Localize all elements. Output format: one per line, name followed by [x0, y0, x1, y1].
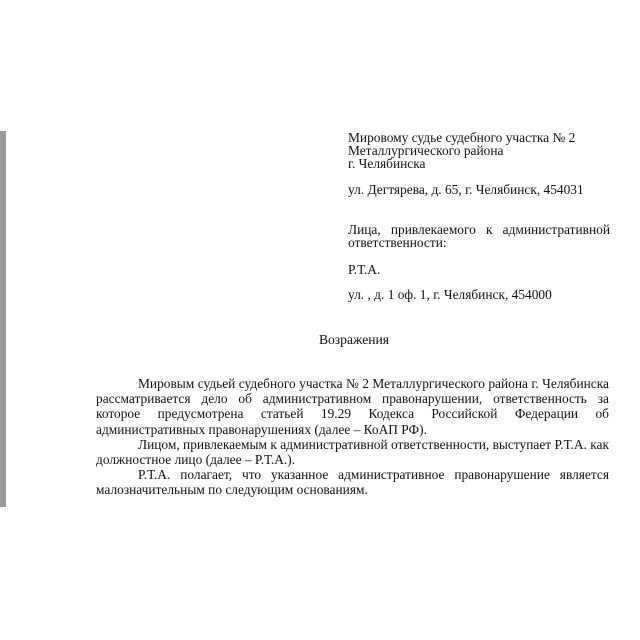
- page-margin-bar: [0, 131, 6, 507]
- person-name: Р.Т.А.: [348, 262, 381, 277]
- court-address: ул. Дегтярева, д. 65, г. Челябинск, 454031: [348, 182, 584, 197]
- paragraph-1: Мировым судьей судебного участка № 2 Металлургического района г. Челябинска рассматривается дело об административном правонарушении, ответственность за которое предусмотрена статьей 19.29 Кодекса Российской Федерации об административных правонарушениях (далее – КоАП РФ).: [96, 376, 609, 437]
- document-title: Возражения: [318, 332, 390, 347]
- paragraph-2: Лицом, привлекаемым к административной ответственности, выступает Р.Т.А. как должностное лицо (далее – Р.Т.А.).: [96, 436, 609, 468]
- court-name-line-2: Металлургического района: [348, 143, 504, 158]
- court-name-line-3: г. Челябинска: [348, 156, 426, 171]
- person-label: Лица, привлекаемого к административной ответственности:: [348, 222, 610, 250]
- paragraph-3: Р.Т.А. полагает, что указанное административное правонарушение является малозначительным по следующим основаниям.: [96, 467, 609, 498]
- court-name-line-1: Мировому судье судебного участка № 2: [348, 130, 576, 145]
- person-address: ул. , д. 1 оф. 1, г. Челябинск, 454000: [348, 287, 552, 302]
- document-body: [96, 376, 609, 498]
